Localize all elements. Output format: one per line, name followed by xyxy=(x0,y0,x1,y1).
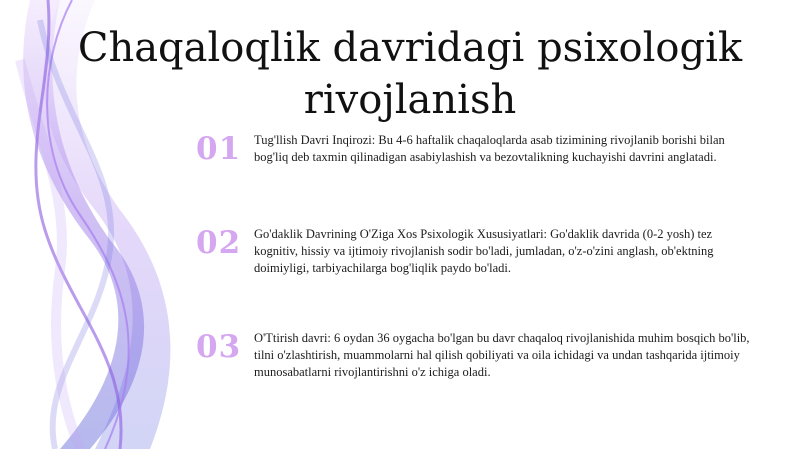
item-text: Tug'llish Davri Inqirozi: Bu 4-6 haftalik chaqaloqlarda asab tizimining rivojlanib borishi bilan bog'liq deb taxmin qilinadigan asabiylashish va bezovtalikning kuchayishi davrini anglatadi. xyxy=(254,133,725,164)
item-text: O'Ttirish davri: 6 oydan 36 oygacha bo'lgan bu davr chaqaloq rivojlanishida muhim bosqich bo'lib, tilni o'zlashtirish, muammolarni hal qilish qobiliyati va oila ichidagi va undan tashqarida ijtimoiy munosabatlarni rivojlantirishni o'z ichiga oladi. xyxy=(254,331,750,379)
list-item xyxy=(196,330,756,381)
list-item xyxy=(196,226,756,277)
item-number: 02 xyxy=(196,225,242,261)
item-number: 03 xyxy=(196,329,242,365)
item-text: Go'daklik Davrining O'Ziga Xos Psixologik Xususiyatlari: Go'daklik davrida (0-2 yosh) tez kognitiv, hissiy va ijtimoiy rivojlanish sodir bo'ladi, jumladan, o'z-o'zini anglash, ob'ektning doimiyligi, tarbiyachilarga bog'liqlik paydo bo'ladi. xyxy=(254,227,714,275)
slide-title: Chaqaloqlik davridagi psixologik rivojlanish xyxy=(77,25,743,123)
list-item xyxy=(196,132,756,166)
item-number: 01 xyxy=(196,131,242,167)
